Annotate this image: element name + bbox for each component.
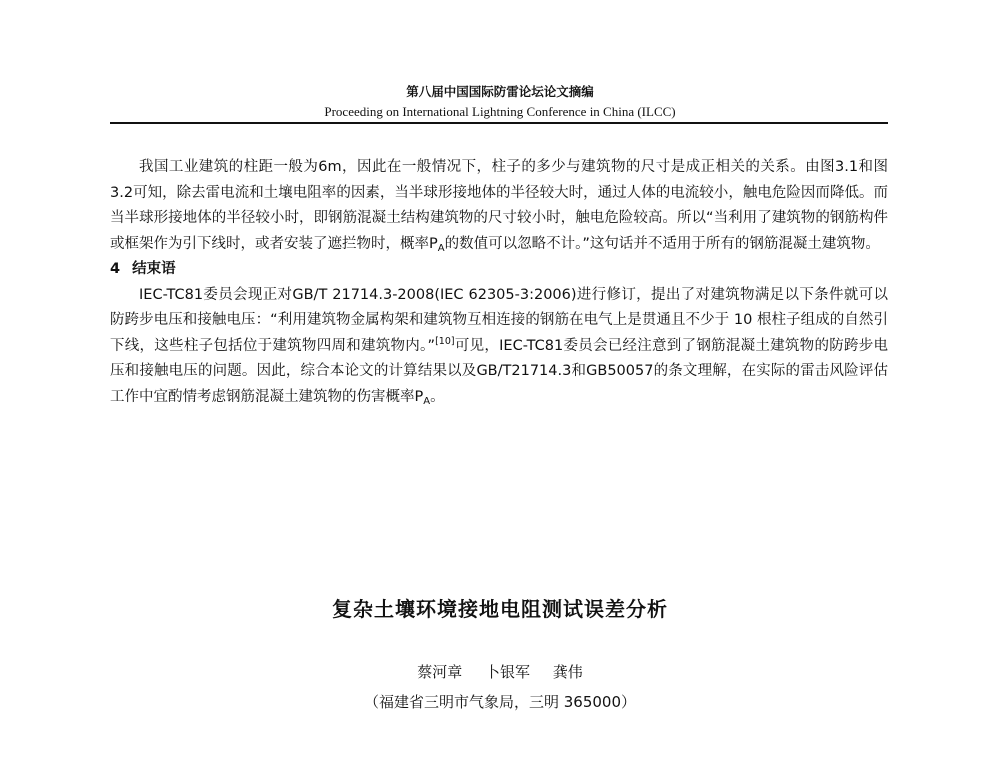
proceedings-title-cn: 第八届中国国际防雷论坛论文摘编 [406,84,594,99]
header-rule [110,122,888,124]
paragraph-1-text: 我国工业建筑的柱距一般为6m，因此在一般情况下，柱子的多少与建筑物的尺寸是成正相关的关系。由图3.1和图3.2可知，除去雷电流和土壤电阻率的因素，当半球形接地体的半径较大时，通过人体的电流较小，触电危险因而降低。而当半球形接地体的半径较小时，即钢筋混凝土结构建筑物的尺寸较小时，触电危险较高。所以“当利用了建筑物的钢筋构件或框架作为引下线时，或者安装了遮拦物时，概率 [110,159,888,252]
section-heading [110,257,888,283]
paragraph-2-end: 。 [430,388,445,405]
article-title: 复杂土壤环境接地电阻测试误差分析 [332,597,668,621]
article-affiliation: （福建省三明市气象局，三明 365000） [363,693,637,711]
citation: [10] [435,335,455,347]
body-text [110,155,888,410]
paragraph-1 [110,155,888,257]
probability-symbol: $P_A$ [429,235,445,254]
section-title: 结束语 [132,261,176,277]
paragraph-1-end: 的数值可以忽略不计。”这句话并不适用于所有的钢筋混凝土建筑物。 [444,235,880,252]
proceedings-title-en: Proceeding on International Lightning Conference in China (ILCC) [324,104,676,119]
probability-symbol: $P_A$ [414,388,431,407]
paragraph-2-mid: 可见，IEC-TC81委员会已经注意到了钢筋混凝土建筑物的防跨步电压和接触电压的问题。因此，综合本论文的计算结果以及GB/T21714.3和GB50057的条文理解，在实际的雷击风险评估工作中宜酌情考虑钢筋混凝土建筑物的伤害概率 [110,337,889,405]
paragraph-2 [110,283,888,411]
article-authors: 蔡河章 卜银军 龚伟 [417,663,583,681]
paragraph-2-start: IEC-TC81委员会现正对GB/T 21714.3-2008(IEC 62305-3:2006)进行修订，提出了对建筑物满足以下条件就可以防跨步电压和接触电压：“利用建筑物金属构架和建筑物互相连接的钢筋在电气上是贯通且不少于 10 根柱子组成的自然引下线，这些柱子包括位于建筑物四周和建筑物内。” [110,286,888,354]
section-number: 4 [110,261,121,277]
